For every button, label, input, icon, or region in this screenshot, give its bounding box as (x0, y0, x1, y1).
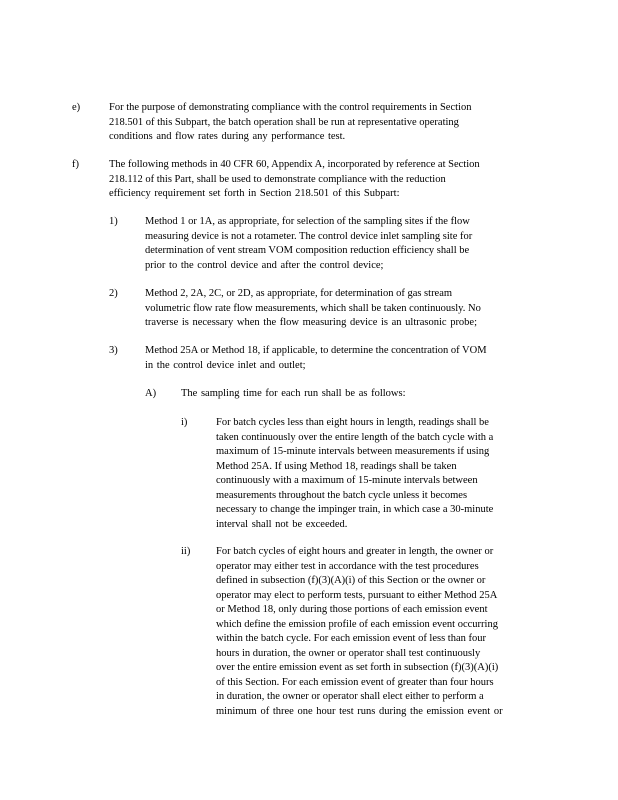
text-line: Method 2, 2A, 2C, or 2D, as appropriate, for determination of gas stream (145, 288, 453, 299)
subparagraph-text (145, 344, 531, 373)
text-line: The following methods in 40 CFR 60, Appendix A, incorporated by reference at Section (109, 159, 480, 170)
text-line: For batch cycles of eight hours and greater in length, the owner or (216, 546, 494, 557)
text-line: interval shall not be exceeded. (216, 518, 348, 530)
text-line: traverse is necessary when the flow measuring device is an ultrasonic probe; (145, 317, 478, 328)
text-line: efficiency requirement set forth in Section 218.501 of this Subpart: (109, 188, 400, 199)
clause-text (216, 545, 534, 719)
subparagraph-text (145, 215, 519, 273)
text-line: measurements throughout the batch cycle unless it becomes (216, 489, 468, 501)
text-line: prior to the control device and after the control device; (145, 259, 384, 271)
text-line: which define the emission profile of each emission event occurring (216, 618, 498, 630)
text-line: hours in duration, the owner or operator shall test continuously (216, 647, 481, 659)
text-line: of this Section. For each emission event of greater than four hours (216, 676, 494, 688)
text-line: For batch cycles less than eight hours in length, readings shall be (216, 417, 489, 428)
text-line: over the entire emission event as set forth in subsection (f)(3)(A)(i) (216, 662, 499, 673)
clause-text (181, 387, 431, 402)
text-line: minimum of three one hour test runs during the emission event or (216, 705, 503, 717)
text-line: Method 25A. If using Method 18, readings shall be taken (216, 460, 457, 472)
text-line: conditions and flow rates during any performance test. (109, 131, 346, 142)
subparagraph-text (145, 287, 533, 331)
text-line: operator may elect to perform tests, pursuant to either Method 25A (216, 589, 498, 601)
subparagraph-label: 1) (109, 216, 118, 227)
text-line: measuring device is not a rotameter. The control device inlet sampling site for (145, 230, 473, 242)
paragraph-label: f) (72, 159, 79, 170)
text-line: in duration, the owner or operator shall elect either to perform a (216, 691, 484, 702)
text-line: determination of vent stream VOM composition reduction efficiency shall be (145, 245, 470, 256)
text-line: 218.501 of this Subpart, the batch operation shall be run at representative operating (109, 116, 459, 128)
text-line: defined in subsection (f)(3)(A)(i) of this Section or the owner or (216, 575, 486, 586)
text-line: operator may either test in accordance with the test procedures (216, 560, 479, 572)
text-line: Method 25A or Method 18, if applicable, to determine the concentration of VOM (145, 345, 487, 356)
text-line: For the purpose of demonstrating compliance with the control requirements in Section (109, 102, 472, 113)
paragraph-label: e) (72, 102, 81, 113)
text-line: in the control device inlet and outlet; (145, 359, 306, 371)
text-line: taken continuously over the entire length of the batch cycle with a (216, 431, 494, 443)
clause-text (216, 416, 534, 532)
text-line: Method 1 or 1A, as appropriate, for selection of the sampling sites if the flow (145, 216, 470, 227)
clause-label: ii) (181, 546, 191, 557)
text-line: continuously with a maximum of 15-minute intervals between (216, 475, 478, 486)
text-line: 218.112 of this Part, shall be used to demonstrate compliance with the reduction (109, 173, 446, 185)
text-line: volumetric flow rate flow measurements, which shall be taken continuously. No (145, 302, 481, 314)
paragraph-text (109, 158, 556, 202)
clause-label: A) (145, 388, 157, 399)
subparagraph-label: 2) (109, 288, 118, 299)
subparagraph-label: 3) (109, 345, 118, 356)
paragraph-text (109, 101, 556, 145)
clause-label: i) (181, 417, 188, 428)
text-line: within the batch cycle. For each emission event of less than four (216, 633, 487, 644)
text-line: necessary to change the impinger train, in which case a 30-minute (216, 504, 494, 515)
text-line: maximum of 15-minute intervals between measurements if using (216, 446, 490, 457)
text-line: The sampling time for each run shall be as follows: (181, 388, 406, 399)
text-line: or Method 18, only during those portions of each emission event (216, 604, 488, 615)
